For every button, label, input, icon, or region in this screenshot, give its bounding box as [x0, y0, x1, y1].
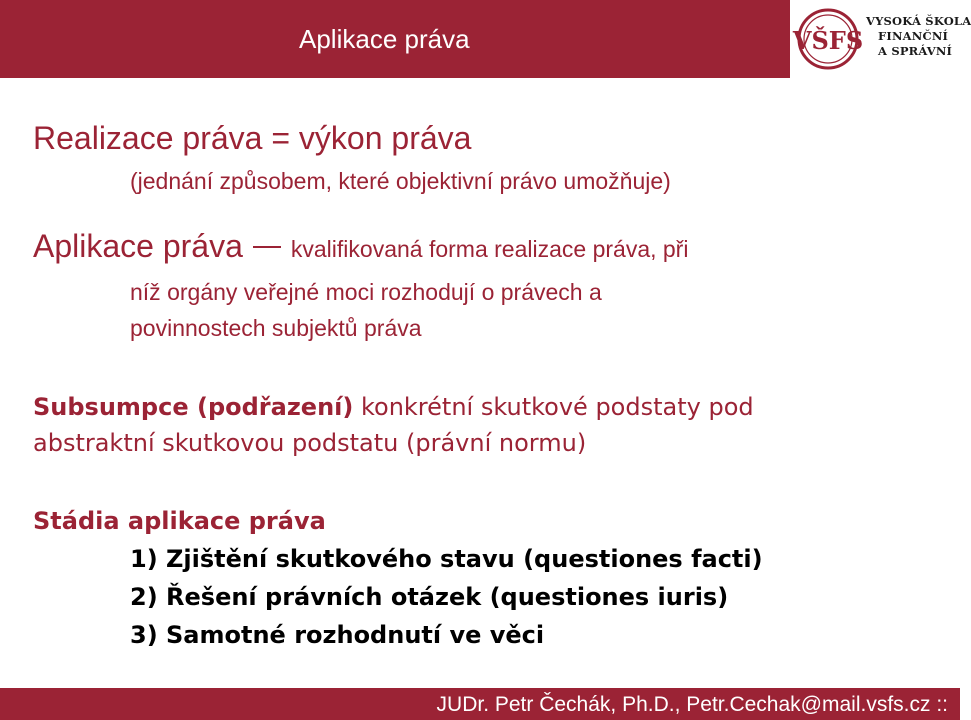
realizace-note: (jednání způsobem, které objektivní právo umožňuje) — [130, 168, 671, 194]
slide-title: Aplikace práva — [299, 24, 470, 54]
aplikace-definition-line: kvalifikovaná forma realizace práva, při — [290, 236, 689, 262]
aplikace-definition-line: povinnostech subjektů práva — [130, 315, 422, 341]
school-name-line: VYSOKÁ ŠKOLA — [866, 14, 971, 28]
footer-bar — [0, 688, 960, 720]
heading-stadia: Stádia aplikace práva — [33, 507, 326, 535]
subsumpce-line-2: abstraktní skutkovou podstatu (právní normu) — [33, 429, 587, 457]
logo-initials: VŠFS — [792, 26, 864, 55]
school-name-line: A SPRÁVNÍ — [878, 44, 953, 58]
subsumpce-term: Subsumpce (podřazení) — [33, 393, 354, 421]
stage-item: 3) Samotné rozhodnutí ve věci — [130, 621, 545, 649]
stage-item: 2) Řešení právních otázek (questiones iuris) — [130, 583, 729, 611]
aplikace-definition-line: níž orgány veřejné moci rozhodují o právech a — [130, 279, 602, 305]
subsumpce-line — [33, 392, 754, 422]
heading-realizace: Realizace práva = výkon práva — [33, 120, 472, 156]
heading-aplikace: Aplikace práva — [33, 228, 243, 264]
school-name-line: FINANČNÍ — [878, 29, 949, 43]
subsumpce-text: konkrétní skutkové podstaty pod — [353, 393, 754, 421]
stage-item: 1) Zjištění skutkového stavu (questiones facti) — [130, 545, 763, 573]
footer-author-contact: JUDr. Petr Čechák, Ph.D., Petr.Cechak@mail.vsfs.cz :: — [436, 693, 948, 716]
heading-aplikace-row — [33, 226, 688, 269]
dash-separator — [253, 246, 281, 248]
